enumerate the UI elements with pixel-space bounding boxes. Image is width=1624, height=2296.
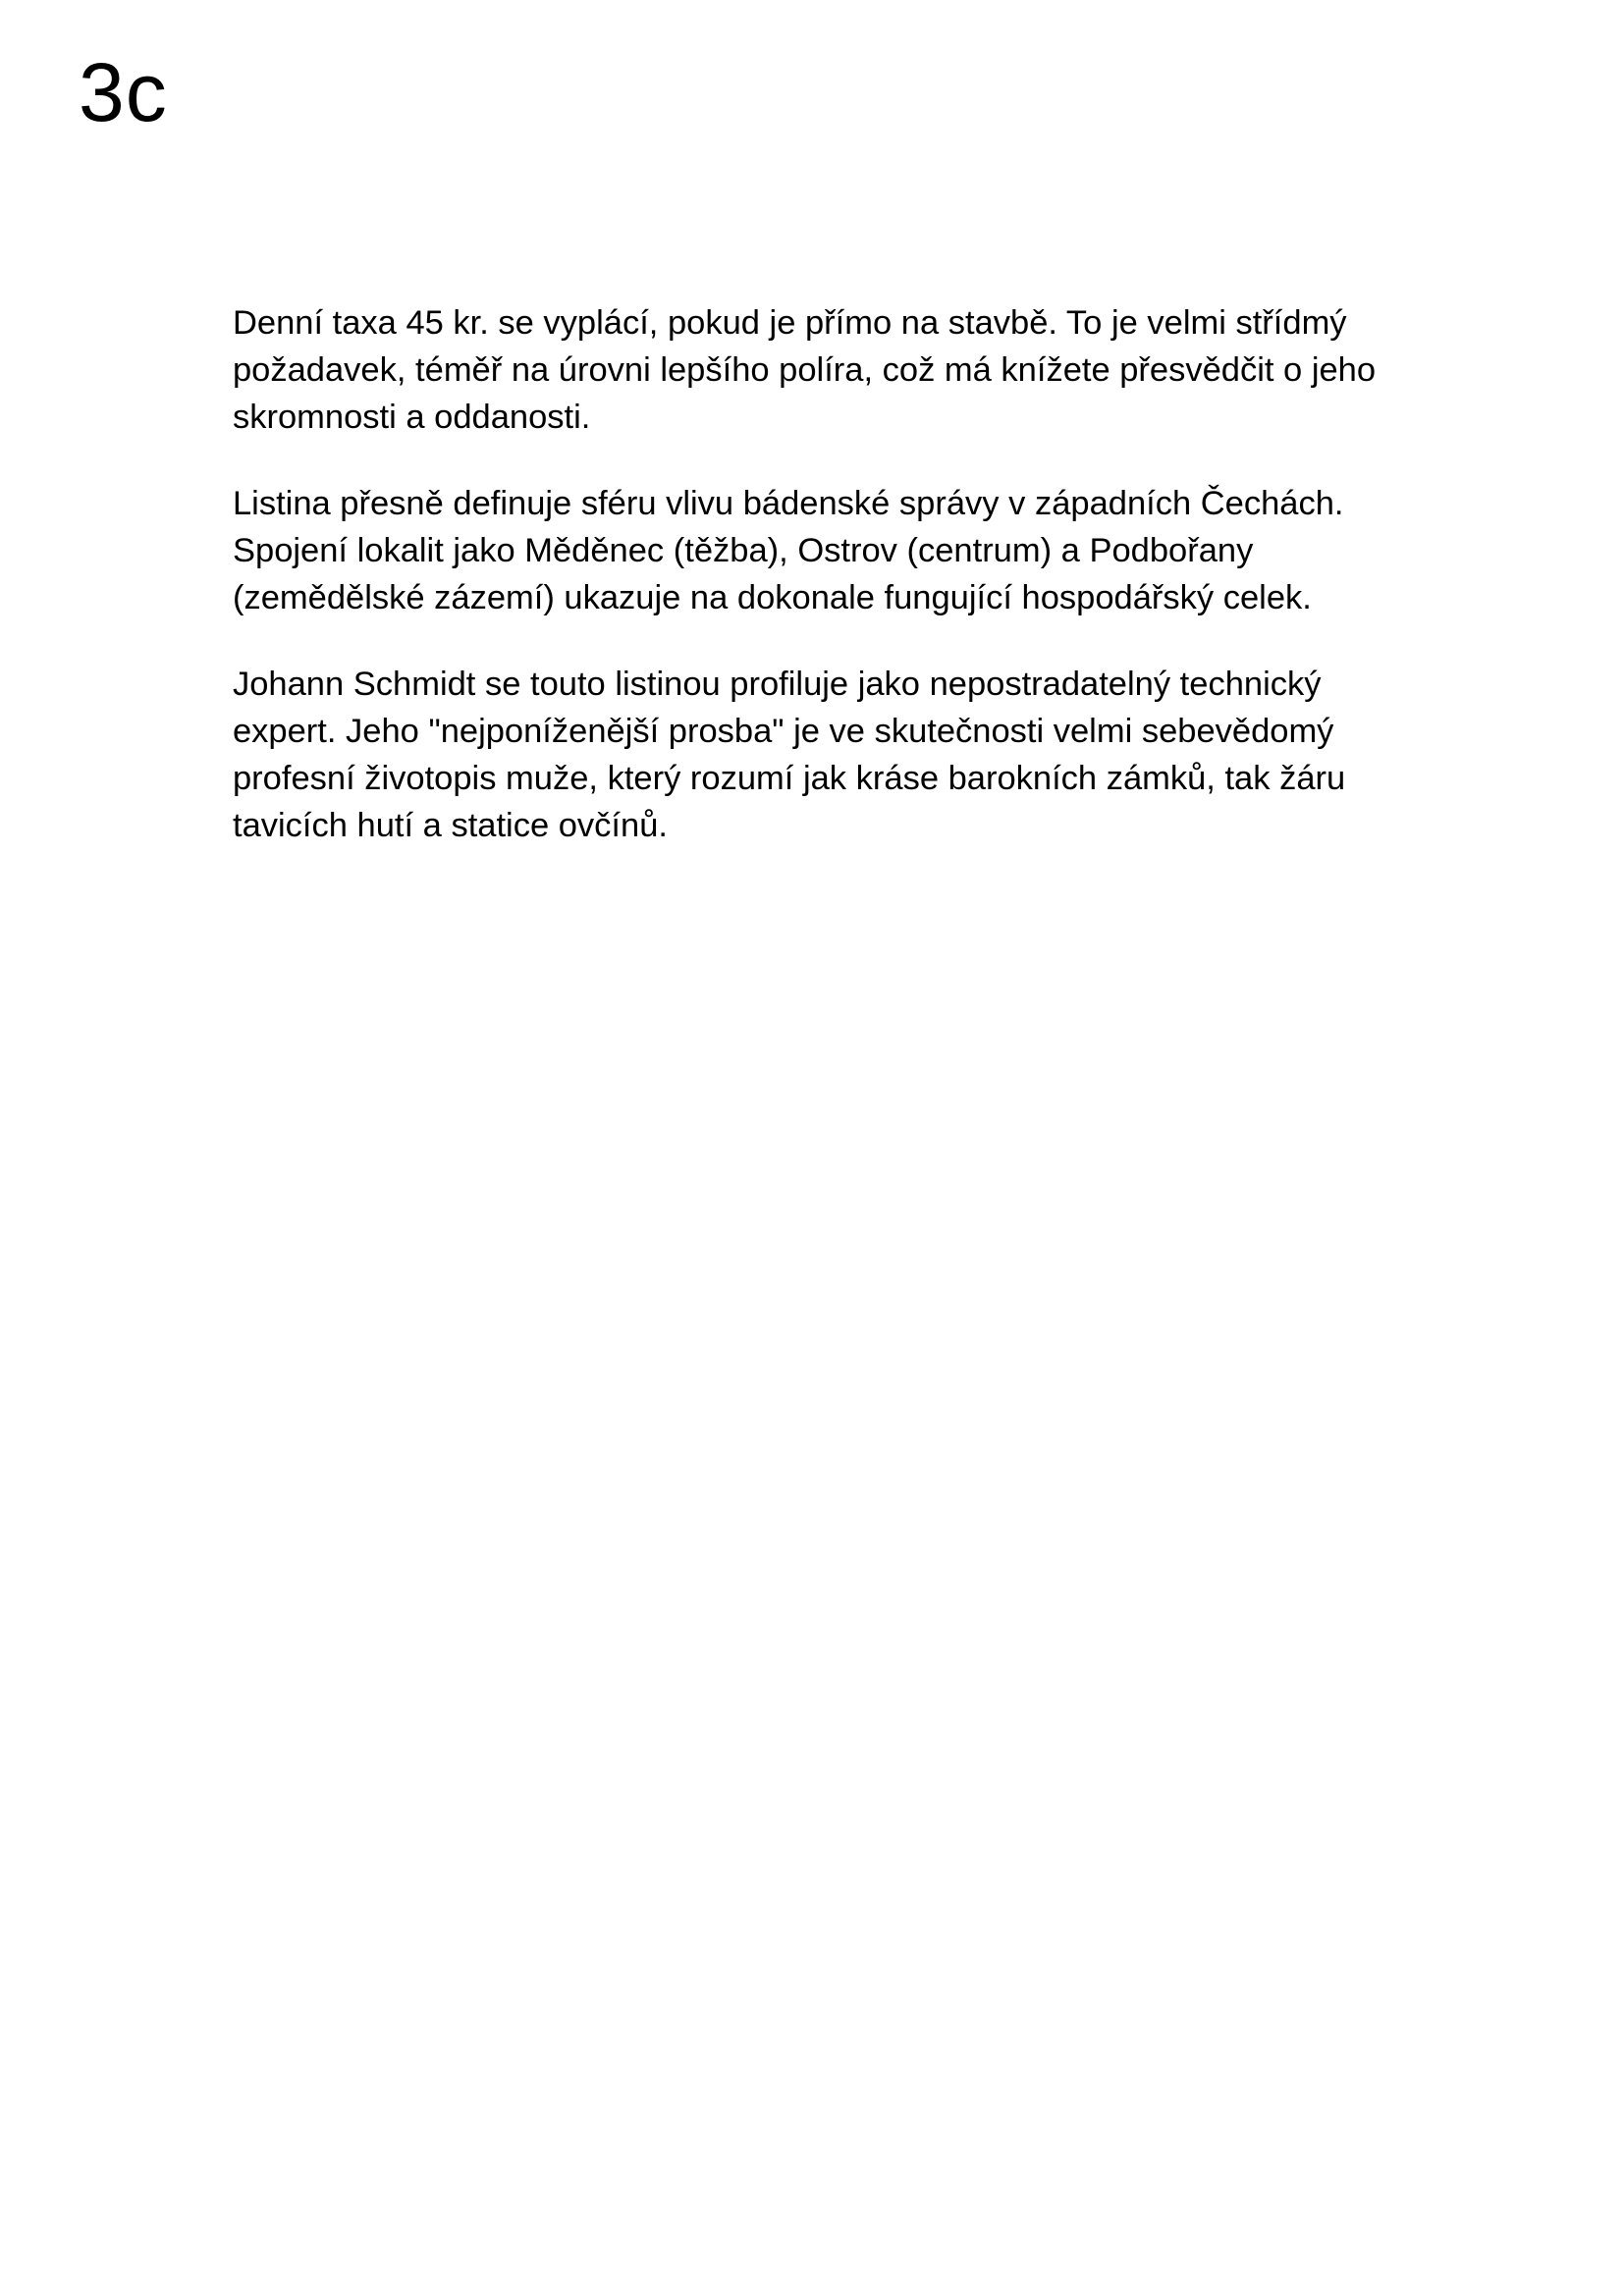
page-label: 3c [79, 46, 168, 138]
text-line: Listina přesně definuje sféru vlivu bádenské správy v západních Čechách. [233, 485, 1344, 522]
paragraph-johann-schmidt [233, 661, 1450, 849]
text-line: tavicích hutí a statice ovčínů. [233, 807, 668, 844]
text-line: skromnosti a oddanosti. [233, 399, 591, 436]
paragraph-sphere-of-influence [233, 480, 1450, 621]
text-line: Johann Schmidt se touto listinou profiluje jako nepostradatelný technický [233, 666, 1322, 703]
paragraph-daily-rate [233, 299, 1450, 441]
document-body [233, 299, 1450, 888]
text-line: profesní životopis muže, který rozumí jak kráse barokních zámků, tak žáru [233, 760, 1346, 797]
text-line: expert. Jeho "nejponíženější prosba" je ve skutečnosti velmi sebevědomý [233, 713, 1334, 750]
text-line: (zemědělské zázemí) ukazuje na dokonale fungující hospodářský celek. [233, 579, 1312, 616]
text-line: Denní taxa 45 kr. se vyplácí, pokud je přímo na stavbě. To je velmi střídmý [233, 304, 1347, 342]
text-line: Spojení lokalit jako Měděnec (těžba), Ostrov (centrum) a Podbořany [233, 532, 1254, 569]
text-line: požadavek, téměř na úrovni lepšího políra, což má knížete přesvědčit o jeho [233, 351, 1377, 389]
